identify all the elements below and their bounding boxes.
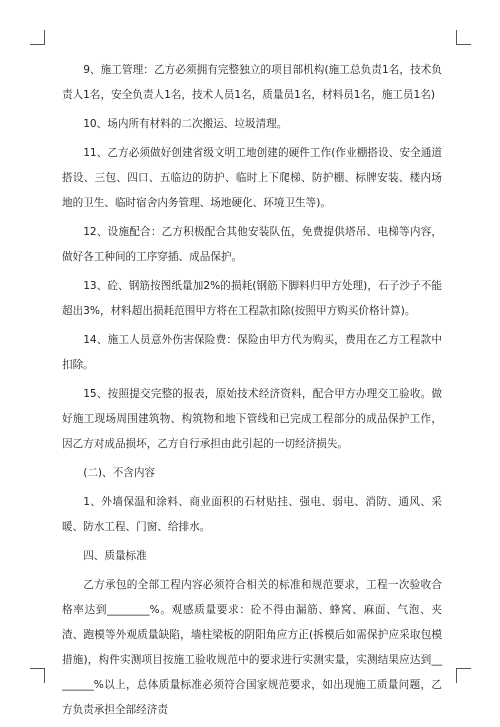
- paragraph-item-10: 10、场内所有材料的二次搬运、垃圾清理。: [83, 118, 288, 130]
- crop-mark-top-left: [30, 30, 45, 45]
- paragraph-item-12: 12、设施配合：乙方积极配合其他安装队伍，免费提供塔吊、电梯等内容，做好各工种间的工序穿插、成品保护。: [62, 226, 442, 263]
- paragraph-item-13: 13、砼、钢筋按图纸量加2%的损耗(钢筋下脚料归甲方处理)，石子沙子不能超出3%，材料超出损耗范围甲方将在工程款扣除(按照甲方购买价格计算)。: [62, 280, 442, 317]
- crop-mark-bottom-left: [30, 668, 45, 683]
- paragraph-item-9: 9、施工管理：乙方必须拥有完整独立的项目部机构(施工总负责1名，技术负责人1名，安全负责人1名，技术人员1名，质量员1名，材料员1名，施工员1名): [62, 64, 442, 101]
- section-heading-quality: 四、质量标准: [83, 550, 147, 562]
- section-heading-excluded: (二)、不含内容: [83, 467, 156, 479]
- crop-mark-bottom-right: [456, 668, 471, 683]
- crop-mark-top-right: [456, 30, 471, 45]
- document-body: [62, 58, 442, 727]
- paragraph-quality-standard: 乙方承包的全部工程内容必须符合相关的标准和规范要求，工程一次验收合格率达到________%。观感质量要求：砼不得由漏筋、蜂窝、麻面、气泡、夹渣、跑模等外观质量缺陷，墙柱梁板的阴阳角应方正(拆模后如需保护应采取包模措施)，构件实测项目按施工验收规范中的要求进行实测实量，实测结果应达到________%以上，总体质量标准必须符合国家规范要求，如出现施工质量问题，乙方负责承担全部经济责: [62, 579, 442, 716]
- paragraph-item-14: 14、施工人员意外伤害保险费：保险由甲方代为购买，费用在乙方工程款中扣除。: [62, 334, 442, 371]
- paragraph-item-11: 11、乙方必须做好创建省级文明工地创建的硬件工作(作业棚搭设、安全通道搭设、三包、四口、五临边的防护、临时上下爬梯、防护棚、标牌安装、楼内场地的卫生、临时宿舍内务管理、场地硬化、环境卫生等)。: [62, 147, 442, 209]
- paragraph-item-15: 15、按照提交完整的报表，原始技术经济资料，配合甲方办理交工验收。做好施工现场周围建筑物、构筑物和地下管线和已完成工程部分的成品保护工作，因乙方对成品损坏，乙方自行承担由此引起的一切经济损失。: [62, 388, 442, 450]
- paragraph-excluded-1: 1、外墙保温和涂料、商业面积的石材贴挂、强电、弱电、消防、通风、采暖、防水工程、门窗、给排水。: [62, 496, 442, 533]
